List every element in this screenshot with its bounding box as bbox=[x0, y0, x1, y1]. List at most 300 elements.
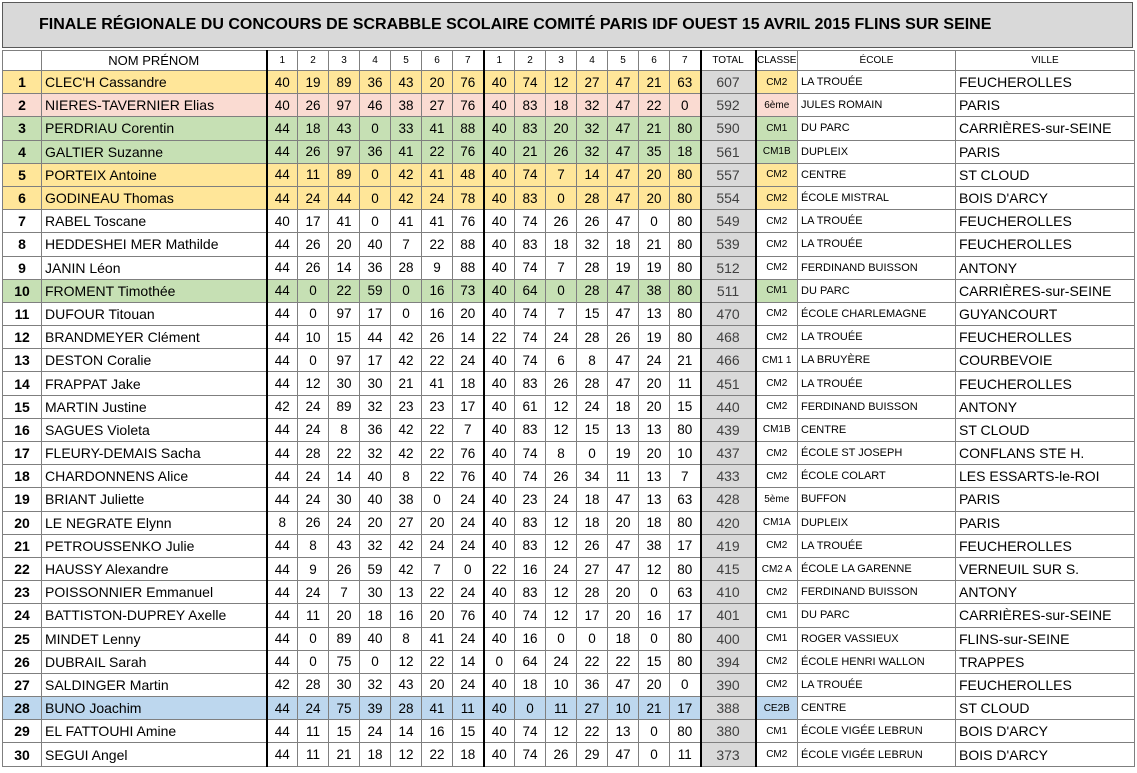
header-ville: VILLE bbox=[956, 51, 1135, 71]
score-cell: 15 bbox=[577, 302, 608, 325]
score-cell: 44 bbox=[267, 650, 298, 673]
classe-cell: CM2 bbox=[756, 465, 798, 488]
table-row bbox=[3, 488, 1135, 511]
score-cell: 0 bbox=[670, 94, 701, 117]
rank-cell: 28 bbox=[3, 697, 42, 720]
score-cell: 42 bbox=[391, 557, 422, 580]
score-cell: 59 bbox=[360, 557, 391, 580]
score-cell: 0 bbox=[453, 557, 484, 580]
ecole-cell: CENTRE bbox=[798, 163, 956, 186]
score-cell: 42 bbox=[391, 418, 422, 441]
name-cell: GODINEAU Thomas bbox=[42, 186, 267, 209]
score-cell: 89 bbox=[329, 395, 360, 418]
score-cell: 63 bbox=[670, 71, 701, 94]
score-cell: 47 bbox=[608, 140, 639, 163]
score-cell: 40 bbox=[484, 233, 515, 256]
score-cell: 63 bbox=[670, 488, 701, 511]
score-cell: 12 bbox=[546, 581, 577, 604]
score-cell: 0 bbox=[360, 210, 391, 233]
score-cell: 0 bbox=[546, 186, 577, 209]
name-cell: DUBRAIL Sarah bbox=[42, 650, 267, 673]
score-cell: 13 bbox=[391, 581, 422, 604]
name-cell: RABEL Toscane bbox=[42, 210, 267, 233]
score-cell: 32 bbox=[577, 140, 608, 163]
total-cell: 415 bbox=[701, 557, 756, 580]
score-cell: 16 bbox=[422, 720, 453, 743]
score-cell: 32 bbox=[577, 117, 608, 140]
score-cell: 24 bbox=[577, 395, 608, 418]
score-cell: 12 bbox=[546, 71, 577, 94]
classe-cell: CM1 bbox=[756, 117, 798, 140]
score-cell: 22 bbox=[422, 581, 453, 604]
total-cell: 439 bbox=[701, 418, 756, 441]
score-cell: 11 bbox=[298, 720, 329, 743]
classe-cell: CM2 bbox=[756, 673, 798, 696]
score-cell: 42 bbox=[391, 186, 422, 209]
rank-cell: 25 bbox=[3, 627, 42, 650]
score-cell: 39 bbox=[360, 697, 391, 720]
score-cell: 44 bbox=[267, 604, 298, 627]
score-cell: 13 bbox=[639, 488, 670, 511]
score-cell: 80 bbox=[670, 117, 701, 140]
score-cell: 0 bbox=[360, 186, 391, 209]
score-cell: 12 bbox=[298, 372, 329, 395]
score-cell: 80 bbox=[670, 326, 701, 349]
score-cell: 44 bbox=[267, 627, 298, 650]
score-cell: 19 bbox=[298, 71, 329, 94]
ville-cell: FLINS-sur-SEINE bbox=[956, 627, 1135, 650]
table-row bbox=[3, 534, 1135, 557]
classe-cell: CM1A bbox=[756, 511, 798, 534]
score-cell: 24 bbox=[453, 349, 484, 372]
name-cell: FROMENT Timothée bbox=[42, 279, 267, 302]
score-cell: 43 bbox=[329, 117, 360, 140]
score-cell: 13 bbox=[608, 720, 639, 743]
score-cell: 44 bbox=[267, 186, 298, 209]
name-cell: PETROUSSENKO Julie bbox=[42, 534, 267, 557]
score-cell: 7 bbox=[546, 256, 577, 279]
classe-cell: CM1 bbox=[756, 604, 798, 627]
score-cell: 40 bbox=[484, 279, 515, 302]
rank-cell: 15 bbox=[3, 395, 42, 418]
score-cell: 61 bbox=[515, 395, 546, 418]
score-cell: 24 bbox=[298, 465, 329, 488]
table-row bbox=[3, 418, 1135, 441]
score-cell: 74 bbox=[515, 326, 546, 349]
score-cell: 83 bbox=[515, 372, 546, 395]
score-cell: 24 bbox=[298, 395, 329, 418]
score-cell: 34 bbox=[577, 465, 608, 488]
score-cell: 18 bbox=[608, 395, 639, 418]
score-cell: 32 bbox=[360, 395, 391, 418]
ville-cell: FEUCHEROLLES bbox=[956, 534, 1135, 557]
score-cell: 27 bbox=[577, 697, 608, 720]
ecole-cell: CENTRE bbox=[798, 418, 956, 441]
ecole-cell: LA TROUÉE bbox=[798, 326, 956, 349]
header-round: 2 bbox=[515, 51, 546, 71]
score-cell: 15 bbox=[670, 395, 701, 418]
score-cell: 76 bbox=[453, 94, 484, 117]
score-cell: 15 bbox=[639, 650, 670, 673]
rank-cell: 1 bbox=[3, 71, 42, 94]
score-cell: 47 bbox=[608, 210, 639, 233]
table-row bbox=[3, 372, 1135, 395]
rank-cell: 17 bbox=[3, 442, 42, 465]
score-cell: 40 bbox=[484, 442, 515, 465]
total-cell: 451 bbox=[701, 372, 756, 395]
score-cell: 40 bbox=[484, 743, 515, 766]
ecole-cell: LA TROUÉE bbox=[798, 534, 956, 557]
score-cell: 0 bbox=[298, 302, 329, 325]
ville-cell: FEUCHEROLLES bbox=[956, 71, 1135, 94]
ville-cell: PARIS bbox=[956, 94, 1135, 117]
score-cell: 41 bbox=[391, 210, 422, 233]
total-cell: 440 bbox=[701, 395, 756, 418]
score-cell: 0 bbox=[391, 302, 422, 325]
score-cell: 11 bbox=[298, 604, 329, 627]
score-cell: 97 bbox=[329, 302, 360, 325]
total-cell: 592 bbox=[701, 94, 756, 117]
score-cell: 42 bbox=[267, 673, 298, 696]
score-cell: 40 bbox=[484, 163, 515, 186]
classe-cell: CE2B bbox=[756, 697, 798, 720]
table-row bbox=[3, 557, 1135, 580]
score-cell: 27 bbox=[422, 94, 453, 117]
header-round: 4 bbox=[577, 51, 608, 71]
score-cell: 11 bbox=[298, 163, 329, 186]
score-cell: 0 bbox=[391, 279, 422, 302]
score-cell: 22 bbox=[422, 140, 453, 163]
score-cell: 23 bbox=[515, 488, 546, 511]
score-cell: 21 bbox=[329, 743, 360, 766]
score-cell: 40 bbox=[484, 372, 515, 395]
score-cell: 12 bbox=[546, 720, 577, 743]
total-cell: 394 bbox=[701, 650, 756, 673]
ecole-cell: DUPLEIX bbox=[798, 511, 956, 534]
classe-cell: CM2 bbox=[756, 186, 798, 209]
table-row bbox=[3, 94, 1135, 117]
rank-cell: 27 bbox=[3, 673, 42, 696]
score-cell: 75 bbox=[329, 697, 360, 720]
ville-cell: ANTONY bbox=[956, 581, 1135, 604]
score-cell: 22 bbox=[422, 349, 453, 372]
ville-cell: FEUCHEROLLES bbox=[956, 233, 1135, 256]
score-cell: 47 bbox=[608, 534, 639, 557]
score-cell: 97 bbox=[329, 349, 360, 372]
rank-cell: 12 bbox=[3, 326, 42, 349]
table-row bbox=[3, 581, 1135, 604]
classe-cell: CM1 bbox=[756, 720, 798, 743]
name-cell: SEGUI Angel bbox=[42, 743, 267, 766]
score-cell: 20 bbox=[608, 604, 639, 627]
total-cell: 468 bbox=[701, 326, 756, 349]
score-cell: 0 bbox=[298, 650, 329, 673]
score-cell: 9 bbox=[298, 557, 329, 580]
score-cell: 17 bbox=[670, 604, 701, 627]
score-cell: 21 bbox=[391, 372, 422, 395]
rank-cell: 18 bbox=[3, 465, 42, 488]
score-cell: 0 bbox=[577, 442, 608, 465]
classe-cell: CM1 bbox=[756, 279, 798, 302]
ville-cell: CONFLANS STE H. bbox=[956, 442, 1135, 465]
name-cell: POISSONNIER Emmanuel bbox=[42, 581, 267, 604]
table-row bbox=[3, 697, 1135, 720]
total-cell: 590 bbox=[701, 117, 756, 140]
score-cell: 74 bbox=[515, 210, 546, 233]
score-cell: 40 bbox=[484, 488, 515, 511]
score-cell: 40 bbox=[484, 256, 515, 279]
classe-cell: CM2 bbox=[756, 71, 798, 94]
score-cell: 22 bbox=[422, 418, 453, 441]
name-cell: BUNO Joachim bbox=[42, 697, 267, 720]
score-cell: 74 bbox=[515, 71, 546, 94]
ecole-cell: ÉCOLE COLART bbox=[798, 465, 956, 488]
score-cell: 40 bbox=[484, 604, 515, 627]
score-cell: 24 bbox=[546, 488, 577, 511]
score-cell: 7 bbox=[670, 465, 701, 488]
score-cell: 26 bbox=[546, 210, 577, 233]
rank-cell: 26 bbox=[3, 650, 42, 673]
score-cell: 8 bbox=[391, 465, 422, 488]
score-cell: 30 bbox=[329, 372, 360, 395]
score-cell: 41 bbox=[422, 210, 453, 233]
ville-cell: CARRIÈRES-sur-SEINE bbox=[956, 279, 1135, 302]
score-cell: 18 bbox=[546, 233, 577, 256]
score-cell: 10 bbox=[298, 326, 329, 349]
score-cell: 20 bbox=[639, 673, 670, 696]
header-round: 3 bbox=[546, 51, 577, 71]
rank-cell: 29 bbox=[3, 720, 42, 743]
score-cell: 11 bbox=[670, 743, 701, 766]
score-cell: 14 bbox=[453, 650, 484, 673]
score-cell: 20 bbox=[639, 186, 670, 209]
score-cell: 44 bbox=[267, 534, 298, 557]
rank-cell: 13 bbox=[3, 349, 42, 372]
total-cell: 390 bbox=[701, 673, 756, 696]
score-cell: 27 bbox=[577, 557, 608, 580]
name-cell: MINDET Lenny bbox=[42, 627, 267, 650]
total-cell: 410 bbox=[701, 581, 756, 604]
ville-cell: CARRIÈRES-sur-SEINE bbox=[956, 117, 1135, 140]
score-cell: 44 bbox=[267, 697, 298, 720]
score-cell: 42 bbox=[391, 326, 422, 349]
score-cell: 42 bbox=[391, 442, 422, 465]
score-cell: 26 bbox=[298, 94, 329, 117]
score-cell: 22 bbox=[422, 233, 453, 256]
score-cell: 88 bbox=[453, 233, 484, 256]
score-cell: 42 bbox=[391, 349, 422, 372]
header-round: 1 bbox=[484, 51, 515, 71]
score-cell: 40 bbox=[484, 302, 515, 325]
score-cell: 80 bbox=[670, 511, 701, 534]
total-cell: 470 bbox=[701, 302, 756, 325]
score-cell: 47 bbox=[608, 349, 639, 372]
score-cell: 30 bbox=[360, 372, 391, 395]
score-cell: 43 bbox=[329, 534, 360, 557]
classe-cell: CM1 bbox=[756, 627, 798, 650]
score-cell: 0 bbox=[639, 581, 670, 604]
score-cell: 23 bbox=[422, 395, 453, 418]
ville-cell: PARIS bbox=[956, 488, 1135, 511]
score-cell: 24 bbox=[329, 511, 360, 534]
name-cell: BRIANT Juliette bbox=[42, 488, 267, 511]
name-cell: GALTIER Suzanne bbox=[42, 140, 267, 163]
score-cell: 11 bbox=[298, 743, 329, 766]
score-cell: 46 bbox=[360, 94, 391, 117]
score-cell: 18 bbox=[298, 117, 329, 140]
score-cell: 24 bbox=[546, 326, 577, 349]
ville-cell: BOIS D'ARCY bbox=[956, 720, 1135, 743]
score-cell: 6 bbox=[546, 349, 577, 372]
ville-cell: ST CLOUD bbox=[956, 163, 1135, 186]
score-cell: 44 bbox=[267, 302, 298, 325]
ville-cell: FEUCHEROLLES bbox=[956, 372, 1135, 395]
score-cell: 44 bbox=[267, 581, 298, 604]
table-row bbox=[3, 349, 1135, 372]
ecole-cell: LA TROUÉE bbox=[798, 71, 956, 94]
total-cell: 400 bbox=[701, 627, 756, 650]
score-cell: 76 bbox=[453, 465, 484, 488]
score-cell: 80 bbox=[670, 256, 701, 279]
name-cell: DESTON Coralie bbox=[42, 349, 267, 372]
ecole-cell: ÉCOLE MISTRAL bbox=[798, 186, 956, 209]
score-cell: 83 bbox=[515, 117, 546, 140]
score-cell: 20 bbox=[422, 604, 453, 627]
score-cell: 12 bbox=[391, 743, 422, 766]
score-cell: 28 bbox=[391, 697, 422, 720]
score-cell: 26 bbox=[298, 511, 329, 534]
score-cell: 0 bbox=[360, 650, 391, 673]
score-cell: 0 bbox=[484, 650, 515, 673]
score-cell: 22 bbox=[639, 94, 670, 117]
rank-cell: 2 bbox=[3, 94, 42, 117]
score-cell: 44 bbox=[267, 743, 298, 766]
score-cell: 30 bbox=[329, 673, 360, 696]
score-cell: 40 bbox=[267, 71, 298, 94]
score-cell: 83 bbox=[515, 186, 546, 209]
score-cell: 44 bbox=[267, 418, 298, 441]
score-cell: 38 bbox=[639, 534, 670, 557]
table-row bbox=[3, 71, 1135, 94]
classe-cell: 5ème bbox=[756, 488, 798, 511]
rank-cell: 24 bbox=[3, 604, 42, 627]
table-row bbox=[3, 186, 1135, 209]
rank-cell: 30 bbox=[3, 743, 42, 766]
score-cell: 21 bbox=[639, 233, 670, 256]
score-cell: 13 bbox=[608, 418, 639, 441]
score-cell: 16 bbox=[422, 302, 453, 325]
classe-cell: CM2 bbox=[756, 581, 798, 604]
rank-cell: 22 bbox=[3, 557, 42, 580]
name-cell: SAGUES Violeta bbox=[42, 418, 267, 441]
score-cell: 47 bbox=[608, 186, 639, 209]
rank-cell: 23 bbox=[3, 581, 42, 604]
score-cell: 20 bbox=[639, 395, 670, 418]
score-cell: 18 bbox=[608, 627, 639, 650]
total-cell: 420 bbox=[701, 511, 756, 534]
score-cell: 21 bbox=[639, 117, 670, 140]
score-cell: 27 bbox=[391, 511, 422, 534]
table-row bbox=[3, 279, 1135, 302]
score-cell: 40 bbox=[484, 465, 515, 488]
score-cell: 36 bbox=[577, 673, 608, 696]
rank-cell: 21 bbox=[3, 534, 42, 557]
score-cell: 27 bbox=[577, 71, 608, 94]
score-cell: 41 bbox=[422, 627, 453, 650]
score-cell: 24 bbox=[298, 418, 329, 441]
rank-cell: 3 bbox=[3, 117, 42, 140]
classe-cell: CM2 A bbox=[756, 557, 798, 580]
score-cell: 7 bbox=[422, 557, 453, 580]
score-cell: 76 bbox=[453, 604, 484, 627]
score-cell: 11 bbox=[546, 697, 577, 720]
ecole-cell: LA BRUYÈRE bbox=[798, 349, 956, 372]
score-cell: 47 bbox=[608, 372, 639, 395]
score-cell: 22 bbox=[484, 557, 515, 580]
total-cell: 373 bbox=[701, 743, 756, 766]
score-cell: 24 bbox=[453, 534, 484, 557]
total-cell: 539 bbox=[701, 233, 756, 256]
score-cell: 80 bbox=[670, 186, 701, 209]
score-cell: 89 bbox=[329, 627, 360, 650]
ville-cell: LES ESSARTS-le-ROI bbox=[956, 465, 1135, 488]
name-cell: SALDINGER Martin bbox=[42, 673, 267, 696]
header-round: 6 bbox=[422, 51, 453, 71]
total-cell: 433 bbox=[701, 465, 756, 488]
score-cell: 35 bbox=[639, 140, 670, 163]
score-cell: 80 bbox=[670, 720, 701, 743]
score-cell: 26 bbox=[608, 326, 639, 349]
classe-cell: CM2 bbox=[756, 442, 798, 465]
score-cell: 11 bbox=[670, 372, 701, 395]
total-cell: 401 bbox=[701, 604, 756, 627]
score-cell: 22 bbox=[577, 720, 608, 743]
ville-cell: TRAPPES bbox=[956, 650, 1135, 673]
rank-cell: 16 bbox=[3, 418, 42, 441]
score-cell: 18 bbox=[515, 673, 546, 696]
score-cell: 44 bbox=[360, 326, 391, 349]
ville-cell: ST CLOUD bbox=[956, 697, 1135, 720]
ecole-cell: JULES ROMAIN bbox=[798, 94, 956, 117]
score-cell: 97 bbox=[329, 94, 360, 117]
ecole-cell: DU PARC bbox=[798, 604, 956, 627]
classe-cell: CM2 bbox=[756, 395, 798, 418]
score-cell: 18 bbox=[577, 511, 608, 534]
score-cell: 10 bbox=[546, 673, 577, 696]
classe-cell: CM1 1 bbox=[756, 349, 798, 372]
score-cell: 16 bbox=[639, 604, 670, 627]
score-cell: 17 bbox=[360, 349, 391, 372]
ecole-cell: FERDINAND BUISSON bbox=[798, 395, 956, 418]
score-cell: 20 bbox=[639, 442, 670, 465]
score-cell: 28 bbox=[298, 673, 329, 696]
header-round: 1 bbox=[267, 51, 298, 71]
name-cell: BATTISTON-DUPREY Axelle bbox=[42, 604, 267, 627]
score-cell: 0 bbox=[639, 743, 670, 766]
score-cell: 78 bbox=[453, 186, 484, 209]
score-cell: 41 bbox=[422, 117, 453, 140]
score-cell: 83 bbox=[515, 233, 546, 256]
table-row bbox=[3, 302, 1135, 325]
ville-cell: PARIS bbox=[956, 511, 1135, 534]
rank-cell: 5 bbox=[3, 163, 42, 186]
total-cell: 549 bbox=[701, 210, 756, 233]
table-row bbox=[3, 627, 1135, 650]
score-cell: 32 bbox=[360, 673, 391, 696]
ecole-cell: FERDINAND BUISSON bbox=[798, 256, 956, 279]
score-cell: 40 bbox=[360, 488, 391, 511]
score-cell: 44 bbox=[267, 140, 298, 163]
